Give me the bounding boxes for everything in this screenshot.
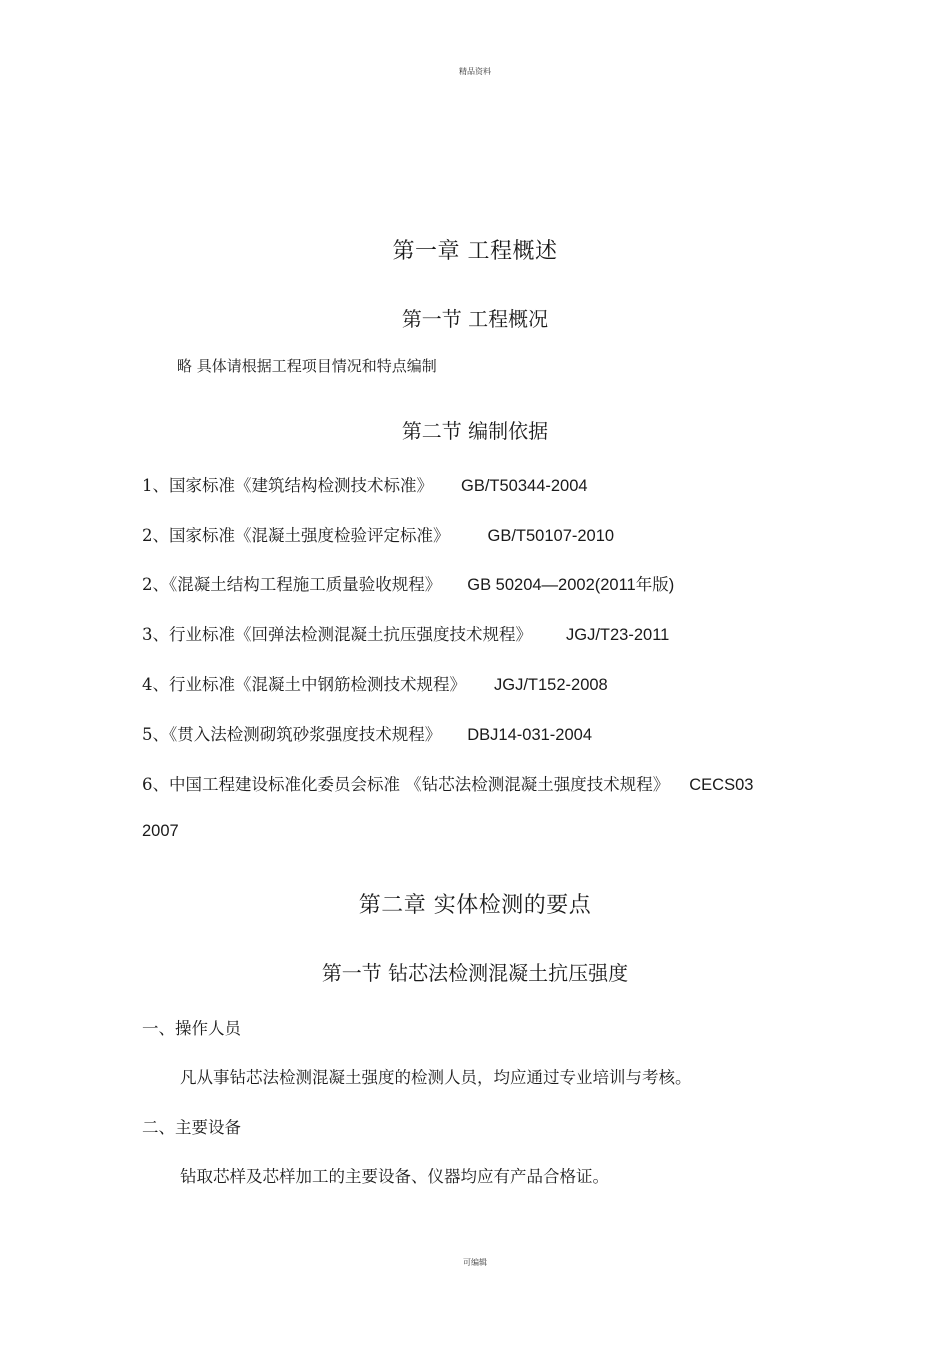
section-1-2-title: 第二节 编制依据 — [401, 419, 549, 443]
basis-item-code: GB 50204—2002(2011年版) — [467, 576, 675, 594]
basis-item-5 — [142, 671, 608, 695]
basis-item-label: 3、行业标准《回弹法检测混凝土抗压强度技术规程》 — [142, 625, 532, 644]
basis-item-label: 2、国家标准《混凝土强度检验评定标准》 — [142, 526, 450, 545]
basis-item-code: CECS03 — [689, 776, 754, 794]
basis-item-code: JGJ/T152-2008 — [494, 676, 608, 694]
basis-item-label: 5、《贯入法检测砌筑砂浆强度技术规程》 — [142, 725, 442, 744]
basis-item-3 — [142, 571, 674, 595]
subsection-heading-equipment: 二、主要设备 — [142, 1118, 241, 1137]
section-1-1-title: 第一节 工程概况 — [401, 307, 549, 331]
basis-item-7-continued: 2007 — [142, 822, 179, 840]
basis-item-code: DBJ14-031-2004 — [467, 726, 592, 744]
basis-item-label: 6、中国工程建设标准化委员会标准 《钻芯法检测混凝土强度技术规程》 — [142, 775, 670, 794]
subsection-body-operators: 凡从事钻芯法检测混凝土强度的检测人员，均应通过专业培训与考核。 — [180, 1068, 692, 1087]
basis-item-code: JGJ/T23-2011 — [566, 626, 670, 644]
chapter-1-title: 第一章 工程概述 — [392, 239, 558, 264]
section-1-1-note: 略 具体请根据工程项目情况和特点编制 — [177, 357, 437, 375]
subsection-body-equipment: 钻取芯样及芯样加工的主要设备、仪器均应有产品合格证。 — [180, 1167, 609, 1186]
basis-item-code: GB/T50344-2004 — [461, 477, 588, 495]
basis-item-label: 4、行业标准《混凝土中钢筋检测技术规程》 — [142, 675, 466, 694]
basis-item-label: 2、《混凝土结构工程施工质量验收规程》 — [142, 575, 442, 594]
section-2-1-title: 第一节 钻芯法检测混凝土抗压强度 — [321, 961, 629, 985]
subsection-heading-operators: 一、操作人员 — [142, 1019, 241, 1038]
basis-item-1 — [142, 472, 588, 496]
page-header: 精品资料 — [459, 67, 491, 76]
page-footer: 可编辑 — [463, 1258, 487, 1267]
basis-item-code: GB/T50107-2010 — [487, 527, 615, 545]
basis-item-2 — [142, 522, 614, 546]
basis-item-label: 1、国家标准《建筑结构检测技术标准》 — [142, 476, 433, 495]
basis-item-6 — [142, 721, 592, 745]
basis-item-4 — [142, 621, 669, 645]
chapter-2-title: 第二章 实体检测的要点 — [358, 893, 592, 918]
basis-item-7 — [142, 771, 753, 795]
